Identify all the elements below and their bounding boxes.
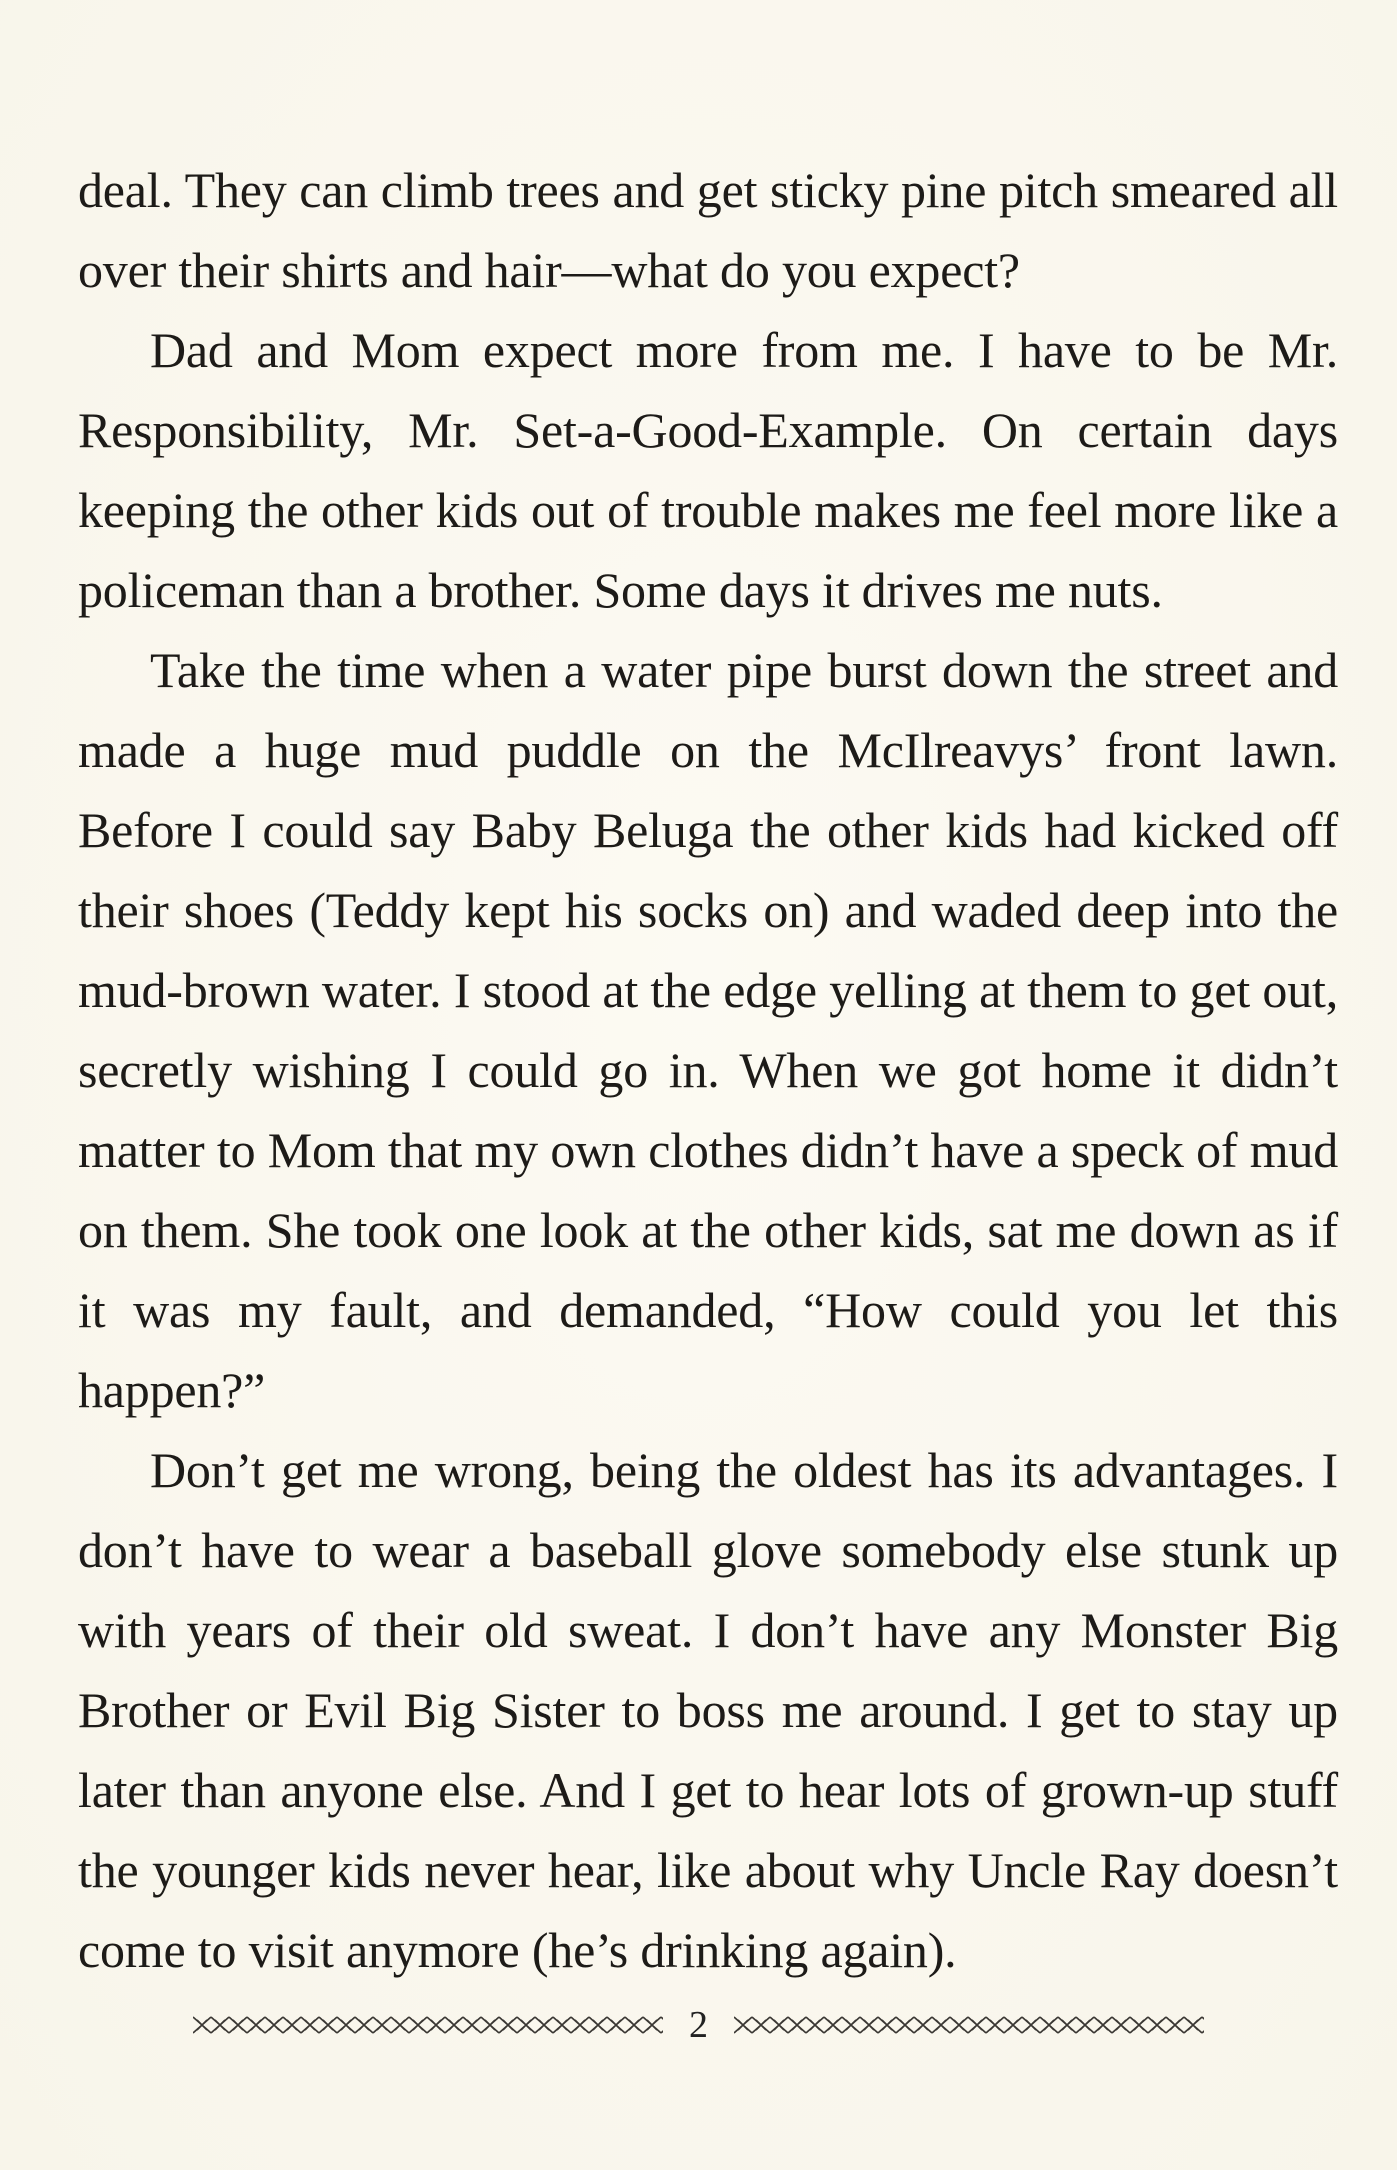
left-ornament-icon [193, 2012, 663, 2038]
body-text [78, 150, 1338, 1990]
page-number: 2 [689, 2004, 708, 2046]
paragraph-4: Don’t get me wrong, being the oldest has its advantages. I don’t have to wear a baseball glove somebody else stunk up with years of their old sweat. I don’t have any Monster Big Brother or Evil Big Sister to boss me around. I get to stay up later than anyone else. And I get to hear lots of grown-up stuff the younger kids never hear, like about why Uncle Ray doesn’t come to visit anymore (he’s drinking again). [78, 1442, 1338, 1978]
paragraph-1: deal. They can climb trees and get sticky pine pitch smeared all over their shirts and hair—what do you expect? [78, 162, 1338, 298]
paragraph-3: Take the time when a water pipe burst down the street and made a huge mud puddle on the McIlreavys’ front lawn. Before I could say Baby Beluga the other kids had kicked off their shoes (Teddy kept his socks on) and waded deep into the mud-brown water. I stood at the edge yelling at them to get out, secretly wishing I could go in. When we got home it didn’t matter to Mom that my own clothes didn’t have a speck of mud on them. She took one look at the other kids, sat me down as if it was my fault, and demanded, “How could you let this happen?” [78, 642, 1338, 1418]
paragraph-2: Dad and Mom expect more from me. I have to be Mr. Responsibility, Mr. Set-a-Good-Example. On certain days keeping the other kids out of trouble makes me feel more like a policeman than a brother. Some days it drives me nuts. [78, 322, 1338, 618]
page-footer [0, 1990, 1397, 2060]
right-ornament-icon [734, 2012, 1204, 2038]
